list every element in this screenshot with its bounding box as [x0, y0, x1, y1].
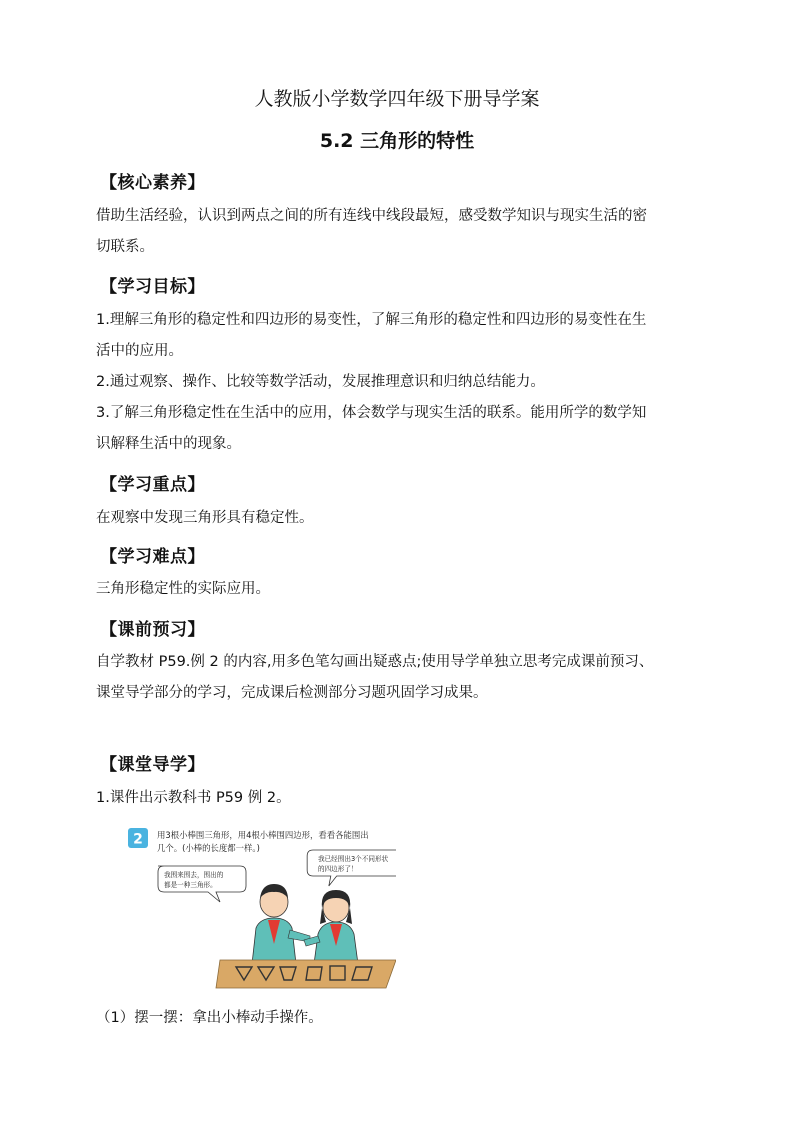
guide-item-1 [96, 783, 706, 814]
difficult-text: 三角形稳定性的实际应用。 [96, 581, 270, 597]
boy-student [234, 884, 310, 964]
goal-3-line-1: 3.了解三角形稳定性在生活中的应用，体会数学与现实生活的联系。能用所学的数学知 [96, 405, 647, 421]
preview-paragraph [96, 647, 706, 709]
speech-bubble-left [158, 866, 246, 902]
figure-prompt-line-2: 几个。(小棒的长度都一样。) [157, 843, 260, 853]
guide-sub-1 [96, 1003, 706, 1034]
key-text: 在观察中发现三角形具有稳定性。 [96, 510, 314, 526]
bubble-right-line-2: 的四边形了！ [318, 865, 358, 873]
goal-2-line-1: 2.通过观察、操作、比较等数学活动，发展推理意识和归纳总结能力。 [96, 374, 545, 390]
core-paragraph [96, 201, 706, 263]
goals-list [96, 305, 706, 460]
preview-line-1: 自学教材 P59.例 2 的内容,用多色笔勾画出疑惑点;使用导学单独立思考完成课前预习、 [96, 654, 654, 670]
key-paragraph [96, 503, 706, 534]
figure-prompt-line-1: 用3根小棒围三角形，用4根小棒围四边形，看看各能围出 [157, 830, 369, 840]
example-number: 2 [133, 831, 143, 848]
section-heading-guide: 【课堂导学】 [100, 755, 205, 775]
girl-student [304, 890, 358, 964]
bubble-right-line-1: 我已经围出3个不同形状 [318, 855, 389, 863]
textbook-illustration [124, 824, 396, 992]
lesson-title: 5.2 三角形的特性 [319, 130, 475, 152]
section-heading-goals: 【学习目标】 [100, 277, 205, 297]
section-heading-core: 【核心素养】 [100, 173, 205, 193]
section-heading-preview: 【课前预习】 [100, 620, 205, 640]
document-header: 人教版小学数学四年级下册导学案 [254, 88, 540, 110]
speech-bubble-right [307, 850, 396, 886]
table-with-shapes [216, 960, 396, 988]
section-heading-difficult: 【学习难点】 [100, 547, 205, 567]
section-heading-key: 【学习重点】 [100, 475, 205, 495]
preview-line-2: 课堂导学部分的学习，完成课后检测部分习题巩固学习成果。 [96, 685, 488, 701]
goal-1-line-1: 1.理解三角形的稳定性和四边形的易变性，了解三角形的稳定性和四边形的易变性在生 [96, 312, 647, 328]
bubble-left-line-1: 我围来围去，围出的 [164, 871, 224, 879]
goal-1-line-2: 活中的应用。 [96, 343, 183, 359]
guide-item-1-text: 1.课件出示教科书 P59 例 2。 [96, 790, 291, 806]
core-line-1: 借助生活经验，认识到两点之间的所有连线中线段最短，感受数学知识与现实生活的密 [96, 208, 647, 224]
bubble-left-line-2: 都是一种三角形。 [164, 881, 217, 889]
core-line-2: 切联系。 [96, 239, 154, 255]
difficult-paragraph [96, 574, 706, 605]
guide-sub-1-text: （1）摆一摆：拿出小棒动手操作。 [96, 1010, 323, 1026]
goal-3-line-2: 识解释生活中的现象。 [96, 436, 241, 452]
